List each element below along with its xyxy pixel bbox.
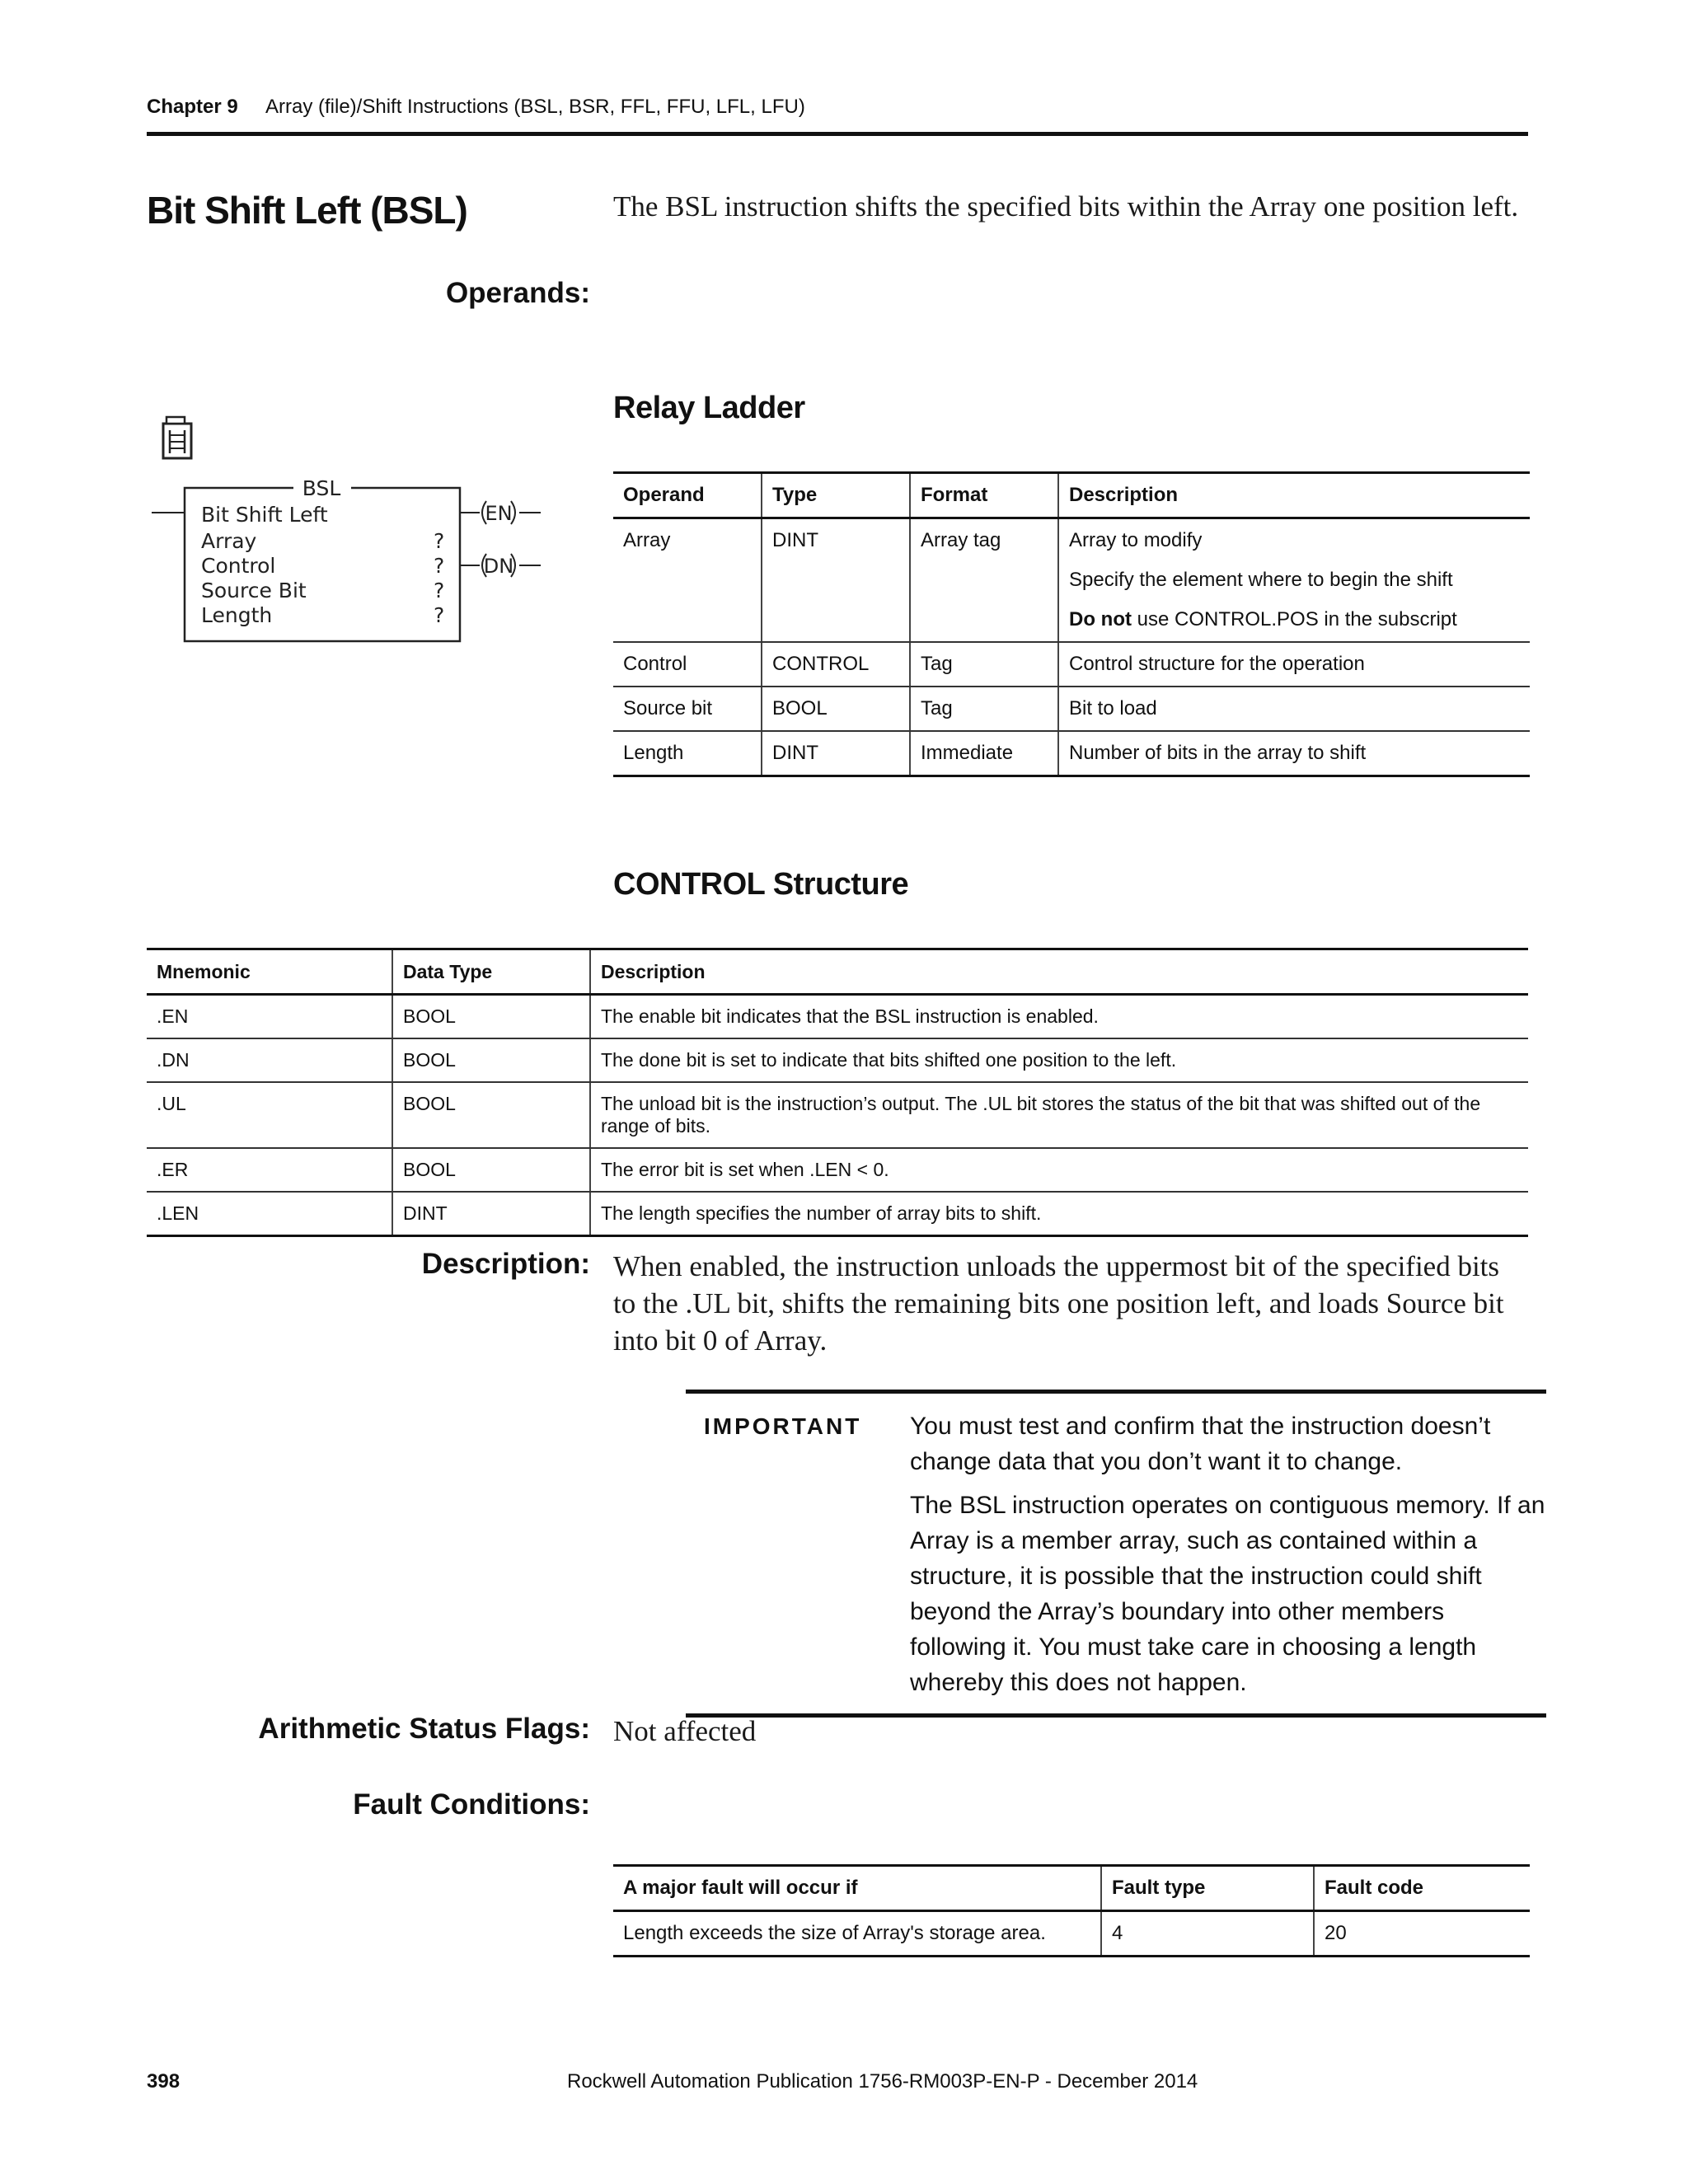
intro-text: The BSL instruction shifts the specified bits within the Array one position left. xyxy=(613,190,1519,223)
description-text: use CONTROL.POS in the subscript xyxy=(1131,608,1457,630)
publication-info: Rockwell Automation Publication 1756-RM003P-EN-P - December 2014 xyxy=(567,2070,1198,2093)
page-title: Bit Shift Left (BSL) xyxy=(147,189,467,232)
param-source-bit: Source Bit xyxy=(201,579,307,602)
type-cell: BOOL xyxy=(762,687,910,731)
important-paragraph: You must test and confirm that the instruction doesn’t change data that you don’t want it to change. xyxy=(910,1413,1491,1475)
mnemonic-cell: .ER xyxy=(147,1148,392,1192)
table-header-row xyxy=(613,473,1530,518)
param-array: Array xyxy=(201,529,257,553)
chapter-label: Chapter 9 xyxy=(147,96,238,118)
table-row xyxy=(147,1082,1528,1148)
table-header-row xyxy=(147,949,1528,995)
table-row xyxy=(613,1911,1530,1957)
format-cell: Tag xyxy=(910,687,1058,731)
table-row xyxy=(147,1038,1528,1082)
type-cell: CONTROL xyxy=(762,642,910,687)
column-header: Data Type xyxy=(392,949,590,995)
table-row xyxy=(613,518,1530,643)
description-cell: Number of bits in the array to shift xyxy=(1058,731,1530,776)
table-row xyxy=(613,731,1530,776)
operand-cell: Length xyxy=(613,731,762,776)
param-source-bit-value: ? xyxy=(434,579,445,602)
important-note xyxy=(686,1390,1546,1718)
control-structure-heading: CONTROL Structure xyxy=(613,867,909,902)
description-heading: Description: xyxy=(421,1248,590,1280)
relay-ladder-heading: Relay Ladder xyxy=(613,391,805,425)
operands-heading: Operands: xyxy=(445,277,590,309)
fault-type-cell: 4 xyxy=(1101,1911,1314,1957)
table-row xyxy=(613,687,1530,731)
param-control-value: ? xyxy=(434,554,445,578)
ladder-document-icon xyxy=(163,417,191,458)
output-en: EN xyxy=(485,502,513,525)
description-cell: Control structure for the operation xyxy=(1058,642,1530,687)
format-cell: Immediate xyxy=(910,731,1058,776)
column-header: Description xyxy=(1058,473,1530,518)
relay-ladder-table xyxy=(613,471,1530,777)
param-control: Control xyxy=(201,554,276,578)
important-label: IMPORTANT xyxy=(704,1413,862,1439)
table-row xyxy=(147,995,1528,1039)
data-type-cell: BOOL xyxy=(392,1038,590,1082)
column-header: Format xyxy=(910,473,1058,518)
column-header: Type xyxy=(762,473,910,518)
mnemonic-cell: .LEN xyxy=(147,1192,392,1236)
description-text: When enabled, the instruction unloads the uppermost bit of the specified bits to the .UL bit, shifts the remaining bits one position left, and loads Source bit into bit 0 of Array. xyxy=(613,1250,1504,1357)
block-title: Bit Shift Left xyxy=(201,503,328,527)
mnemonic-cell: .UL xyxy=(147,1082,392,1148)
format-cell: Array tag xyxy=(910,518,1058,643)
column-header: Fault code xyxy=(1314,1866,1530,1911)
column-header: Mnemonic xyxy=(147,949,392,995)
page-number: 398 xyxy=(147,2070,181,2093)
table-row xyxy=(147,1148,1528,1192)
data-type-cell: BOOL xyxy=(392,1082,590,1148)
fault-code-cell: 20 xyxy=(1314,1911,1530,1957)
description-line: Specify the element where to begin the shift xyxy=(1069,569,1453,591)
fault-conditions-table xyxy=(613,1864,1530,1957)
param-length-value: ? xyxy=(434,603,445,627)
table-row xyxy=(147,1192,1528,1236)
description-cell: The enable bit indicates that the BSL instruction is enabled. xyxy=(590,995,1528,1039)
param-array-value: ? xyxy=(434,529,445,553)
description-line xyxy=(1069,608,1520,631)
important-text xyxy=(910,1408,1546,1700)
data-type-cell: BOOL xyxy=(392,995,590,1039)
description-cell: Bit to load xyxy=(1058,687,1530,731)
column-header: A major fault will occur if xyxy=(613,1866,1101,1911)
fault-conditions-heading: Fault Conditions: xyxy=(353,1788,590,1821)
description-cell: The error bit is set when .LEN < 0. xyxy=(590,1148,1528,1192)
chapter-title: Array (file)/Shift Instructions (BSL, BSR, FFL, FFU, LFL, LFU) xyxy=(265,96,805,118)
param-length: Length xyxy=(201,603,273,627)
column-header: Fault type xyxy=(1101,1866,1314,1911)
table-header-row xyxy=(613,1866,1530,1911)
column-header: Operand xyxy=(613,473,762,518)
operand-cell: Source bit xyxy=(613,687,762,731)
description-cell: The length specifies the number of array bits to shift. xyxy=(590,1192,1528,1236)
fault-condition-cell: Length exceeds the size of Array's storage area. xyxy=(613,1911,1101,1957)
data-type-cell: BOOL xyxy=(392,1148,590,1192)
emphasis-text: Do not xyxy=(1069,608,1132,630)
description-cell: The unload bit is the instruction’s output. The .UL bit stores the status of the bit that was shifted out of the range of bits. xyxy=(590,1082,1528,1148)
mnemonic-cell: .DN xyxy=(147,1038,392,1082)
description-cell xyxy=(1058,518,1530,643)
important-paragraph: The BSL instruction operates on contiguous memory. If an Array is a member array, such as contained within a structure, it is possible that the instruction could shift beyond the Array’s boundary into other members following it. You must take care in choosing a length whereby this does not happen. xyxy=(910,1492,1545,1696)
column-header: Description xyxy=(590,949,1528,995)
bsl-ladder-diagram xyxy=(148,412,577,651)
block-name: BSL xyxy=(302,476,341,500)
control-structure-table xyxy=(147,948,1528,1237)
type-cell: DINT xyxy=(762,518,910,643)
operand-cell: Array xyxy=(613,518,762,643)
description-cell: The done bit is set to indicate that bits shifted one position to the left. xyxy=(590,1038,1528,1082)
description-line: Array to modify xyxy=(1069,529,1203,551)
format-cell: Tag xyxy=(910,642,1058,687)
operand-cell: Control xyxy=(613,642,762,687)
type-cell: DINT xyxy=(762,731,910,776)
mnemonic-cell: .EN xyxy=(147,995,392,1039)
header-rule xyxy=(147,132,1528,136)
arithmetic-flags-value: Not affected xyxy=(613,1715,757,1747)
table-row xyxy=(613,642,1530,687)
data-type-cell: DINT xyxy=(392,1192,590,1236)
arithmetic-flags-heading: Arithmetic Status Flags: xyxy=(258,1713,590,1745)
output-dn: DN xyxy=(483,555,514,578)
